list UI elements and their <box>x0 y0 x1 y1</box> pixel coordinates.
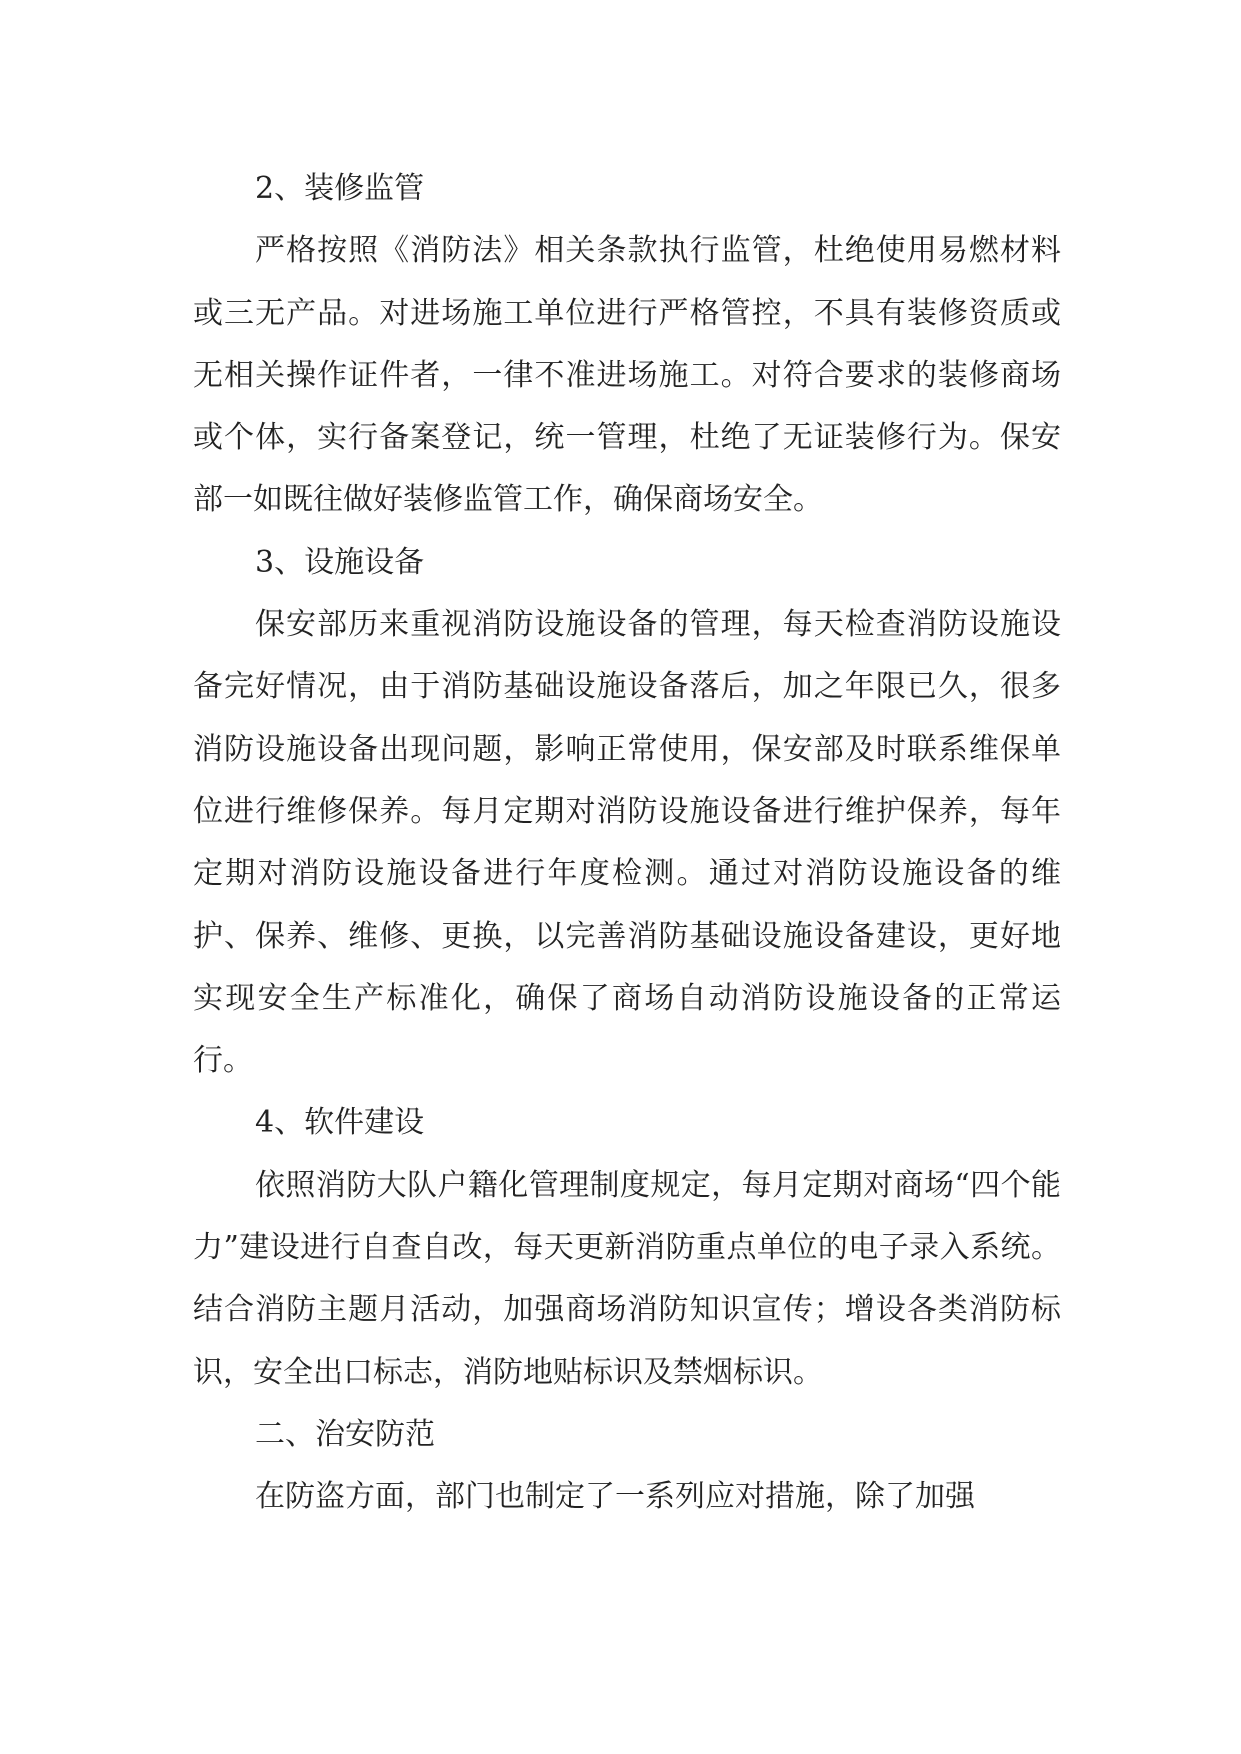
section-heading-facilities: 3、设施设备 <box>255 544 425 580</box>
section-heading-software: 4、软件建设 <box>255 1105 425 1141</box>
paragraph-facilities: 保安部历来重视消防设施设备的管理，每天检查消防设施设备完好情况，由于消防基础设施设备落后，加之年限已久，很多消防设施设备出现问题，影响正常使用，保安部及时联系维保单位进行维修保养。每月定期对消防设施设备进行维护保养，每年定期对消防设施设备进行年度检测。通过对消防设施设备的维护、保养、维修、更换，以完善消防基础设施设备建设，更好地实现安全生产标准化，确保了商场自动消防设施设备的正常运行。 <box>193 607 1061 1079</box>
section-heading-renovation: 2、装修监管 <box>255 171 425 206</box>
document-page <box>193 158 1061 1529</box>
paragraph-software: 依照消防大队户籍化管理制度规定，每月定期对商场“四个能力”建设进行自查自改，每天更新消防重点单位的电子录入系统。结合消防主题月活动，加强商场消防知识宣传；增设各类消防标识，安全出口标志，消防地贴标识及禁烟标识。 <box>193 1167 1061 1390</box>
paragraph-renovation: 严格按照《消防法》相关条款执行监管，杜绝使用易燃材料或三无产品。对进场施工单位进行严格管控，不具有装修资质或无相关操作证件者，一律不准进场施工。对符合要求的装修商场或个体，实行备案登记，统一管理，杜绝了无证装修行为。保安部一如既往做好装修监管工作，确保商场安全。 <box>193 233 1061 518</box>
section-heading-public-security: 二、治安防范 <box>255 1416 435 1452</box>
paragraph-public-security: 在防盗方面，部门也制定了一系列应对措施，除了加强 <box>255 1479 975 1515</box>
